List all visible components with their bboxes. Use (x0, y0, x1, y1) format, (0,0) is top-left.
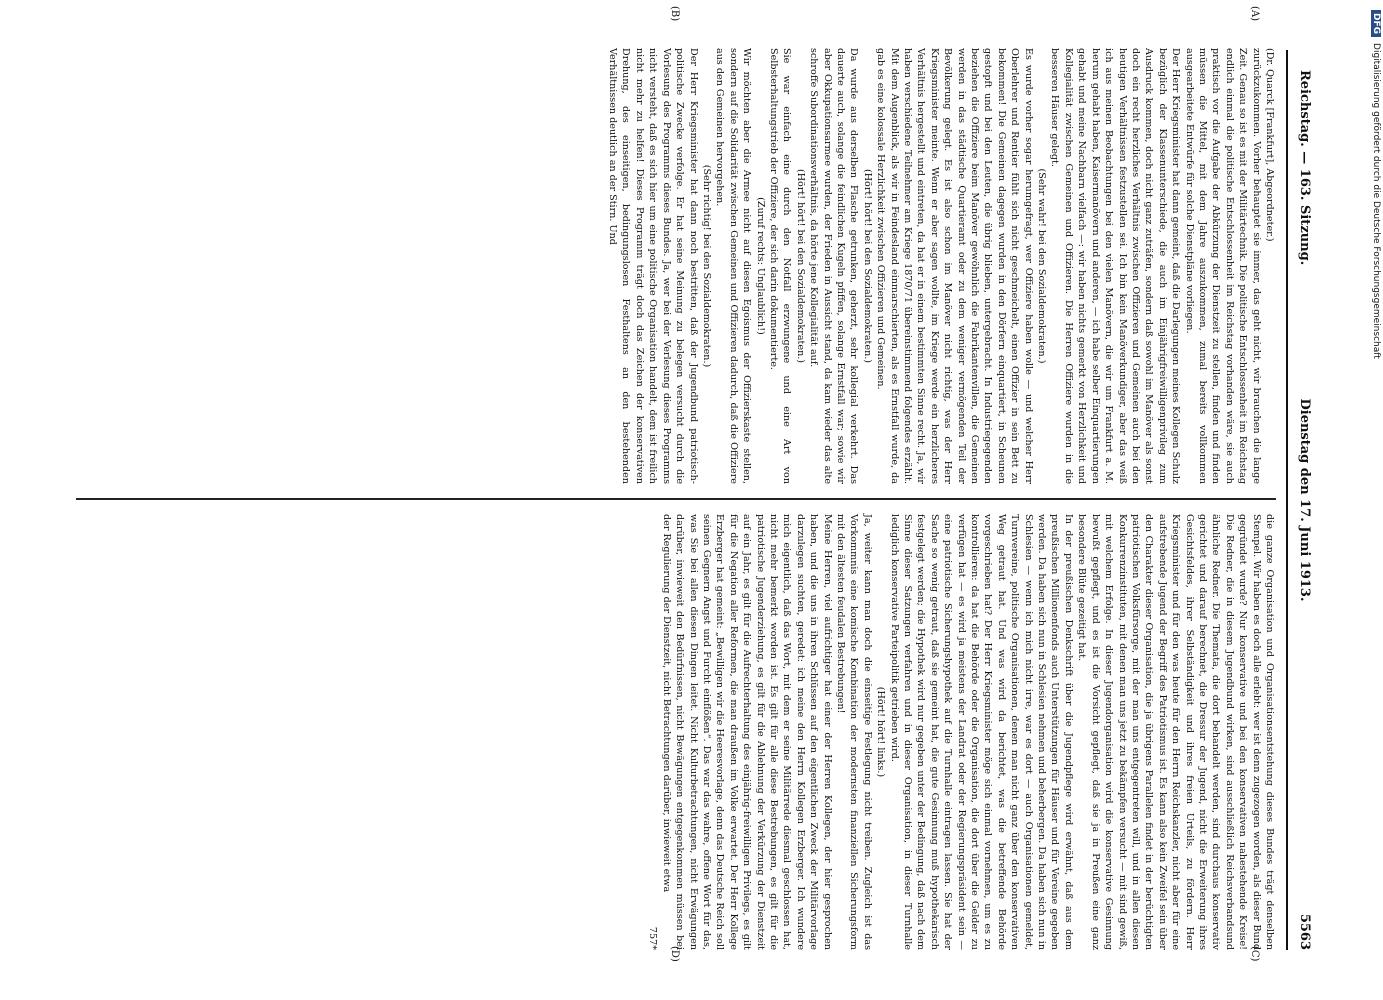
paragraph: Sie war einfach eine durch den Notfall erzwungene und eine Art von Selbsterhaltungstrieb der Offiziere, der sich darin dokumentierte. (767, 48, 793, 484)
header-rule (1286, 50, 1288, 950)
paragraph: Ja, weiter kann man doch die einseitige Festlegung nicht treiben. Zugleich ist das Vorkommnis eine komische Kombination der modernsten finanziellen Sicherungsform mit den ältesten feudalen Bestrebungen! (835, 514, 873, 950)
margin-marker-a: (A) (1249, 6, 1260, 22)
paragraph: Es wurde vorher sogar herumgefragt, wer Offiziere haben wolle — und welcher Herr Oberlehrer und Rentier fühlt sich nicht geschmeichelt, einen Offizier in sein Bett zu bekommen! Die Gemeinen dagegen wurden in den Dörfern einquartiert, in Scheunen gestopft und bei den Leuten, die übrig blieben, untergebracht. In Industriegegenden beziehen die Offiziere beim Manöver gewöhnlich die Fabrikantenvillen, die Gemeinen werden in das städtische Quartieramt oder zu dem weniger vermögenden Teil der Bevölkerung gelegt. Es ist also schon im Manöver nicht richtig, was der Herr Kriegsminister meinte. Wenn er aber sagen wollte, im Kriege werde ein herzlicheres Verhältnis hergestellt und eintreten, da hat er in einem bestimmten Sinne recht. Ja, wir haben verschiedene Teilnehmer am Kriege 1870/71 übereinstimmend folgendes erzählt. Mit dem Augenblick, als wir in Feindesland einmarschierten, als es Ernstfall wurde, da gab es eine kolossale Herzlichkeit zwischen Offizieren und Gemeinen. (875, 48, 1034, 484)
paragraph: die ganze Organisation und Organisationsentstehung dieses Bundes trägt denselben Stempel. Wir haben es doch alle erlebt: wer ist denn zugezogen worden, als dieser Bund gegründet wurde? Nur konservative und bei den konservativen nahestehende Kreise! Die Redner, die in diesem Jugendbund wirken, sind ausschließlich Reichsverbandsund ähnliche Redner. Die Themata, die dort behandelt werden, sind durchaus konservativ gerichtet und darauf berechnet, die Dressur der Jugend, nicht die Erweiterung ihres Gesichtsfeldes, ihrer Selbständigkeit und ihres freien Urteils, zu fördern. Herr Kriegsminister und für den was heute für den Herrn Reichskanzler, nicht aber für eine aufstrebende Jugend der Begriff des Patriotismus ist. Es kann also kein Zweifel sein über den Charakter dieser Organisation, die ja übrigens Parallelen findet in der berüchtigten patriotischen Volksfürsorge, mit der man uns entgegentreten will, und in allen diesen Konkurrenzinstituten, mit denen man uns jetzt zu bekämpfen versucht — mit sind gewiß, mit welchem Erfolge. In dieser Jugendorganisation wird die konservative Gesinnung bewußt gepflegt, und es ist die Vorsicht gepflegt, daß sie ja in Preußen eine ganz besondere Blüte gezeitigt hat. (1076, 514, 1275, 950)
paragraph: Wir möchten aber die Armee nicht auf diesen Egoismus der Offizierskaste stellen, sondern auf die Solidarität zwischen Gemeinen und Offizieren dadurch, daß die Offiziere aus den Gemeinen hervorgehen. (714, 48, 753, 484)
page-header (1286, 40, 1320, 960)
interjection: (Hört! hört! links.) (875, 686, 887, 778)
interjection: (Hört! hört! bei den Sozialdemokraten.) (861, 168, 873, 364)
paragraph: Der Herr Kriegsminister hat dann gemeint, daß die Darlegungen meines Kollegen Schulz bezüglich der Klassenunterschiede, die auch im Einjährigfreiwilligenprivileg zum Ausdruck kommen, doch nicht ganz zuträfen, sondern daß sowohl im Manöver als sonst doch ein recht herzliches Verhältnis zwischen Offizieren und Gemeinen auch bei den heutigen Verhältnissen festzustellen sei. Ich bin kein Manöverkundiger, aber das weiß ich aus meinen Beobachtungen bei den vielen Manövern, die wir um Frankfurt a. M. herum gehabt haben, Kaisermanövern und anderen, — ich habe selber Einquartierungen gehabt und meine Nachbarn vielfach —: wir haben nichts gemerkt von Herzlichkeit und Kollegialität zwischen Gemeinen und Offizieren. Die Herren Offiziere wurden in die besseren Häuser gelegt. (1049, 48, 1182, 484)
page-number: 5563 (1297, 913, 1312, 950)
column-separator (76, 498, 1276, 500)
left-column (606, 48, 1276, 484)
interjection: (Sehr wahr! bei den Sozialdemokraten.) (1036, 168, 1048, 364)
header-left: Reichstag. — 163. Sitzung. (1297, 70, 1312, 266)
rotated-print-page (60, 6, 1320, 962)
paragraph: Meine Herren, viel aufrichtiger hat einer der Herren Kollegen, der hier gesprochen haben, und die uns in ihren Schlüssen auf den eigentlichen Zweck der Militärvorlage darzulegen suchten, geredet: ich meine den Herrn Kollegen Erzberger. Ich wundere mich eigentlich, daß das Wort, mit dem er seine Militärrede diesmal geschlossen hat, nicht mehr bemerkt worden ist. Es gilt für alle diese Bestrebungen, es gilt für die patriotische Jugenderziehung, es gilt für die Ablehnung der Verkürzung der Dienstzeit auf ein Jahr, es gilt für die Aufrechterhaltung des einjährig-freiwilligen Privilegs, es gilt für die Negation aller Reformen, die man draußen im Volke erwartet. Der Herr Kollege Erzberger hat gemeint: „Bewilligen wir die Heeresvorlage, denn das Deutsche Reich soll seinen Gegnern Angst und Furcht einflößen“. Das war das wahre, offene Wort für das, was Sie bei allen diesen Dingen leitet. Nicht Kulturbetrachtungen, nicht Erwägungen darüber, inwieweit den Bedürfnissen, nicht Bewägungen entgegenkommen müssen bei der Regulierung der Dienstzeit, nicht Betrachtungen darüber, inwieweit etwa (660, 514, 833, 950)
dfg-logo: DFG (1371, 10, 1381, 37)
paragraph: Da wurde aus derselben Flasche getrunken, geherzt, sehr kollegial verkehrt. Das dauerte auch, solange die feindlichen Kugeln pfiffen, solange Ernstfall war; sowie wir aber Okkupationsarmee wurden, der Frieden in Aussicht stand, da kam wieder das alte schroffe Subordinationsverhältnis, da hörte jene Kollegialität auf. (808, 48, 860, 484)
interjection: (Zuruf rechts: Unglaublich!) (754, 197, 766, 335)
paragraph: (Dr. Quarck [Frankfurt], Abgeordneter.) (1264, 48, 1275, 242)
interjection: (Hört! hört! bei den Sozialdemokraten.) (794, 168, 806, 364)
interjection: (Sehr richtig! bei den Sozialdemokraten.) (700, 164, 712, 368)
dfg-stamp (1365, 10, 1381, 990)
sheet-signature: 757* (647, 926, 659, 950)
paragraph: Der Herr Kriegsminister hat dann noch bestritten, daß der Jugendbund patriotisch-politische Zwecke verfolge. Er hat seine Meinung zu belegen versucht durch die Vorlesung des Programms dieses Bundes. Ja, wer bei der Verlesung dieses Programms nicht versteht, daß es sich hier um eine politische Organisation handelt, dem ist freilich nicht mehr zu helfen! Dieses Programm trägt doch das Zeichen der konservativen Drehung, des einseitigen, bedingungslosen Festhaltens an den bestehenden Verhältnissen deutlich an der Stirn. Und (607, 48, 699, 484)
margin-marker-d: (D) (669, 946, 680, 962)
header-center: Dienstag den 17. Juni 1913. (1297, 398, 1312, 602)
paragraph: In der preußischen Denkschrift über die Jugendpflege wird erwähnt, daß aus dem preußischen Millionenfonds auch Unterstützungen für Häuser und für Vereine gegeben werden. Da haben sich nun in Schlesien nehmen und beherbergen. Da haben sich nun in Schlesien — wenn ich mich nicht irre, war es dort — auch Organisationen gemeldet, Turnvereine, politische Organisationen, denen man nicht ganz über den konservativen Weg getraut hat. Und was wird da berichtet, was die betreffende Behörde vorgeschrieben hat? Der Herr Kriegsminister möge sich einmal vornehmen, um es zu kontrollieren: da hat die Behörde oder die Organisation, die dort über die Gelder zu verfügen hat — es wird ja meistens der Landrat oder der Regierungspräsident sein — eine patriotische Sicherungshypothek auf die Turnhalle eintragen lassen. Sie hat der Sache so wenig getraut, daß sie gemeint hat, die gute Gesinnung muß hypothekarisch festgelegt werden; die Hypothek wird nur gegeben unter der Bedingung, daß nach dem Sinne dieser Satzungen verfahren und in dieser Organisation, in dieser Turnhalle lediglich konservative Parteipolitik getrieben wird. (888, 514, 1074, 950)
margin-marker-c: (C) (1249, 946, 1260, 962)
dfg-stamp-text: Digitalisierung gefördert durch die Deutsche Forschungsgemeinschaft (1371, 43, 1381, 359)
right-column (646, 514, 1276, 950)
margin-marker-b: (B) (669, 6, 680, 22)
paragraph: zurückzukommen. Vorher behauptet sie immer, das geht nicht, wir brauchen die lange Zeit. Genau so ist es mit der Militärtechnik. Die politische Entschlossenheit im Reichstag endlich einmal die politische Entschlossenheit im Reichstag vorhanden wäre, sie auch praktisch vor die Aufgabe der Abkürzung der Dienstzeit zu stellen, finden und finden müssen die Mittel, mit dem Jahre auszukommen, zumal bereits vollkommen ausgearbeitete Entwürfe für solche Dienstpläne vorliegen. (1183, 48, 1262, 484)
